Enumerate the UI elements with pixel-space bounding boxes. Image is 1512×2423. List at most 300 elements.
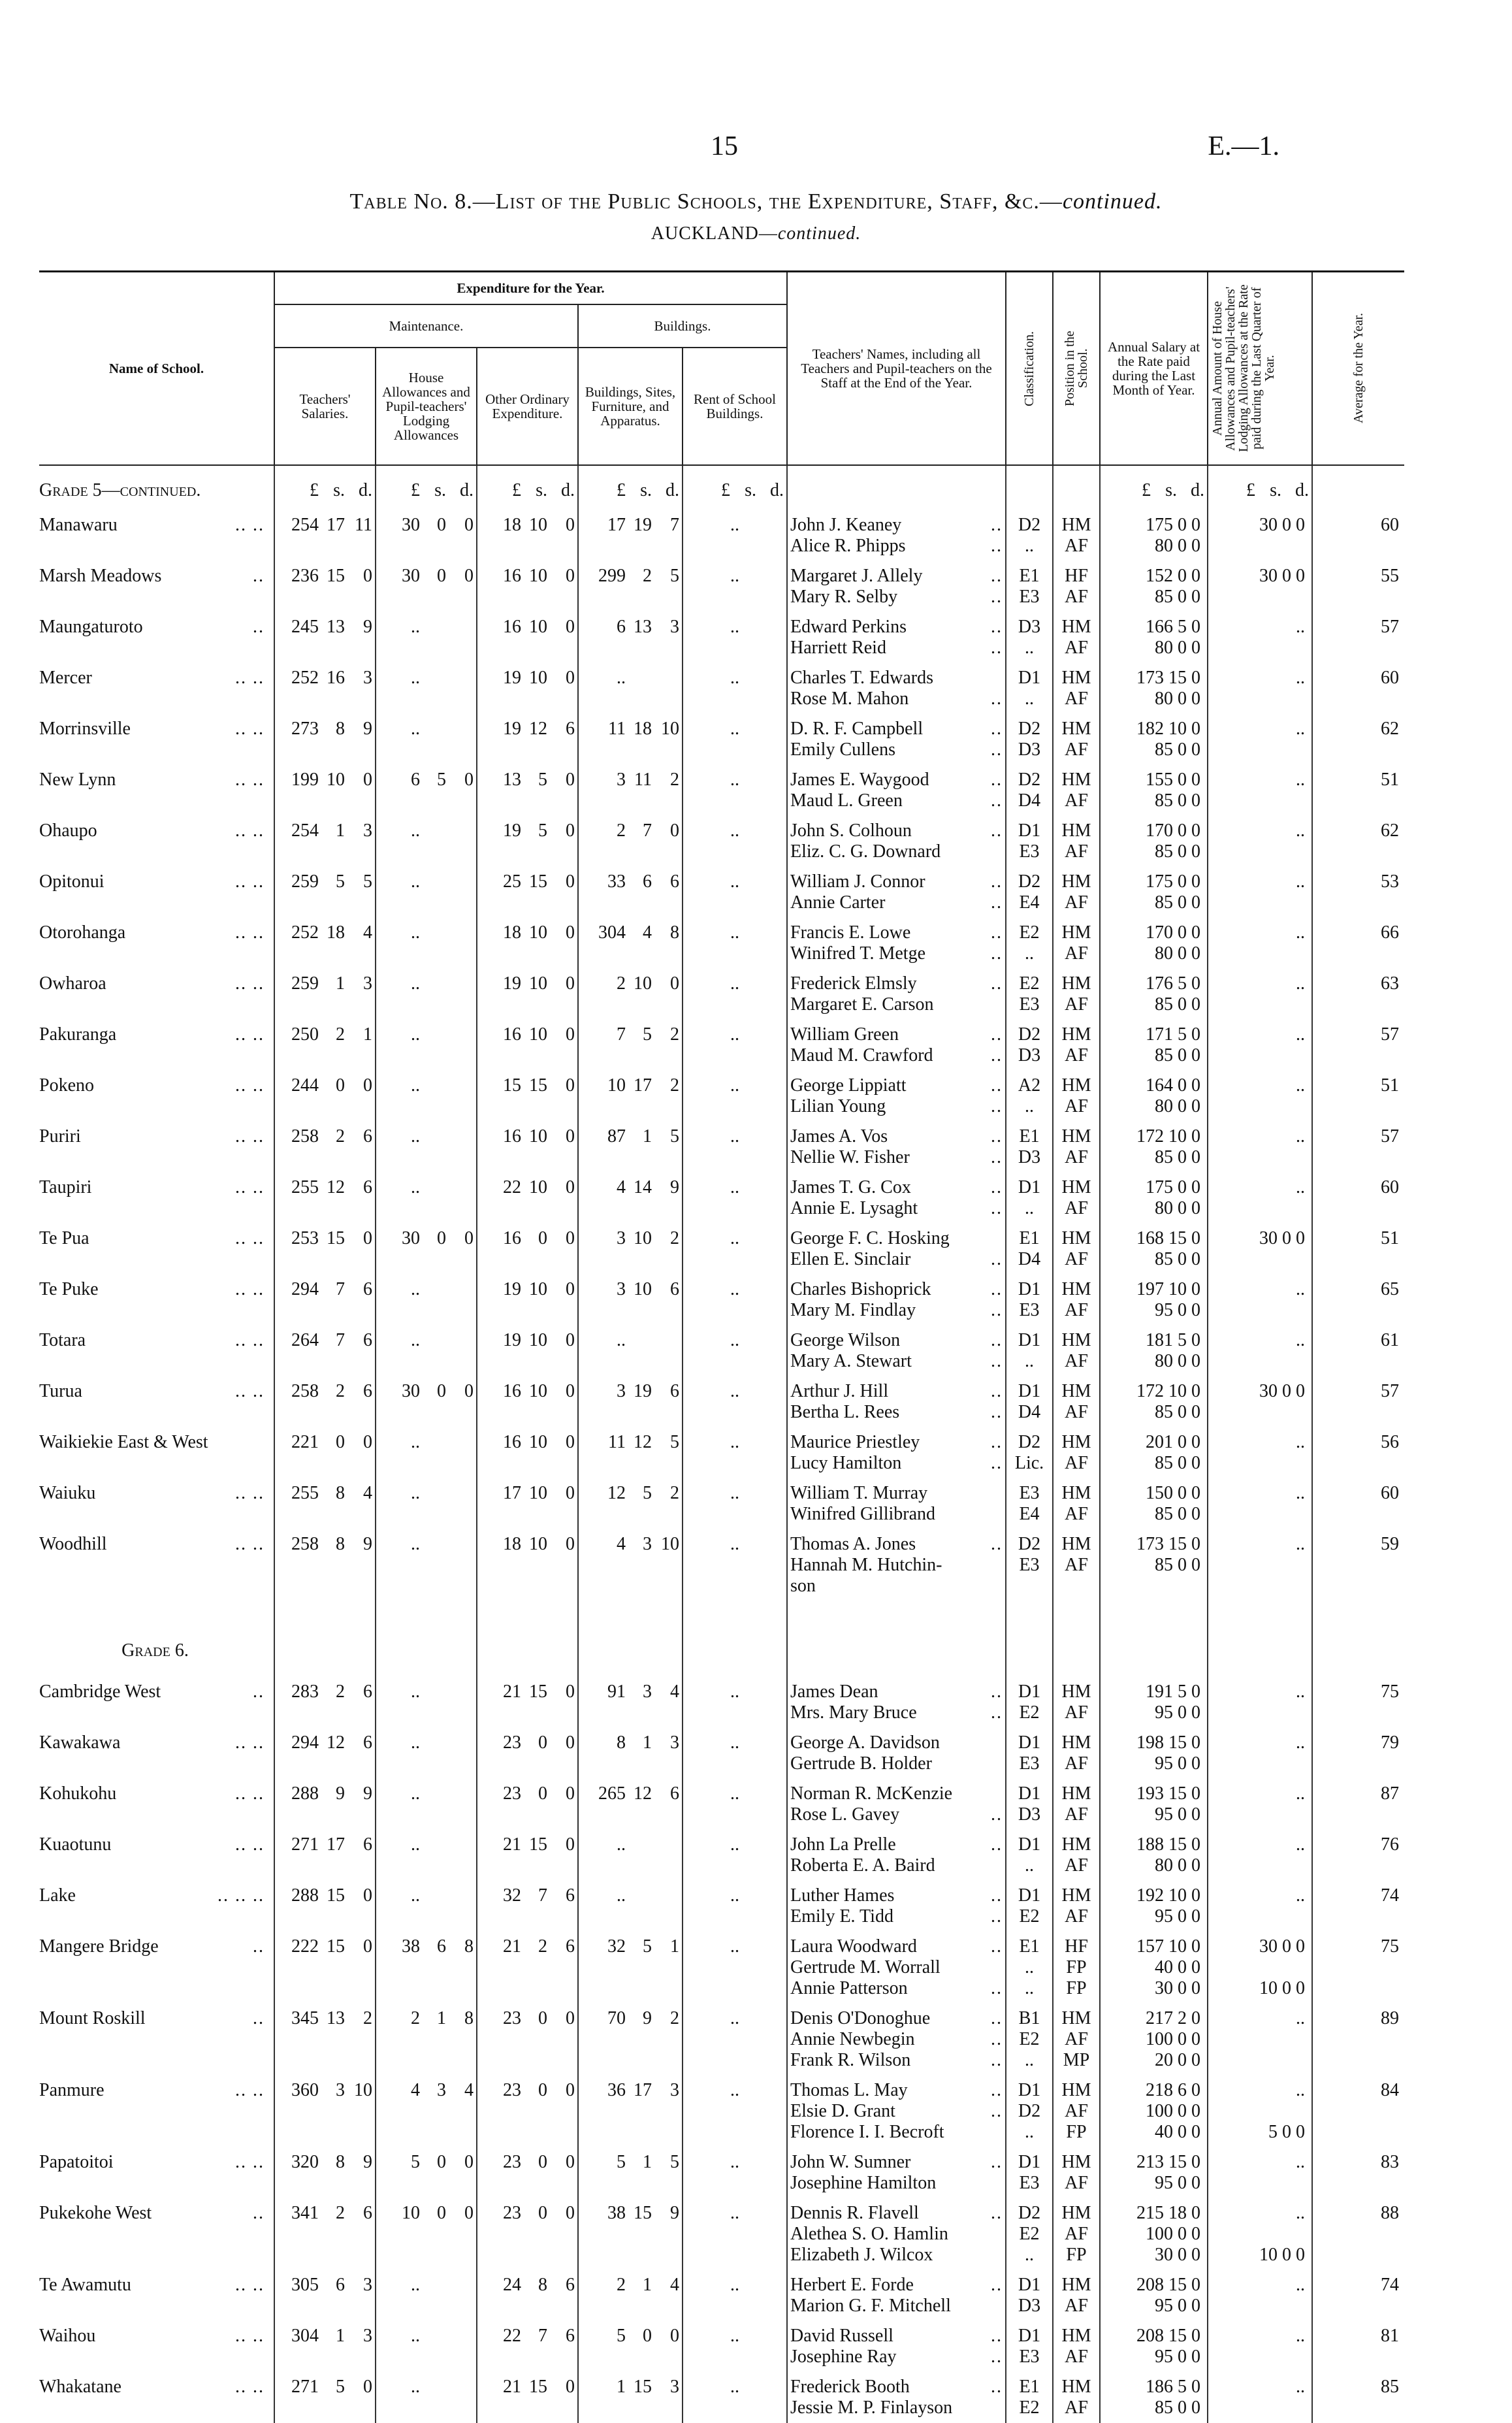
money-part: 6: [363, 1682, 372, 1702]
money-part: [446, 1330, 474, 1351]
money-part: 0: [566, 515, 575, 535]
school-name-cell: [39, 1881, 274, 1932]
position-cell: [1053, 1275, 1100, 1325]
money-part: 0: [437, 1381, 446, 1401]
school-name: Kuaotunu: [39, 1834, 112, 1855]
money-part: 258: [291, 1381, 319, 1401]
teacher-name: Roberta E. A. Baird: [790, 1855, 935, 1876]
school-row: [39, 714, 1404, 765]
money-part: 9: [336, 1783, 345, 1804]
allowance-cell: [1208, 1677, 1312, 1728]
money-cell: [477, 1122, 578, 1173]
school-name-cell: [39, 1529, 274, 1601]
teacher-position: AF: [1065, 1555, 1088, 1575]
classification-cell: [1006, 1122, 1053, 1173]
money-part: 10: [529, 1024, 547, 1045]
school-name: Kawakawa: [39, 1732, 121, 1753]
money-value: [379, 1783, 474, 1804]
average-cell: 57: [1312, 1020, 1404, 1071]
school-name-cell: [39, 1173, 274, 1224]
money-part: 0: [464, 2152, 474, 2172]
money-part: 2: [336, 2203, 345, 2223]
teacher-name-line: [790, 2224, 1003, 2245]
school-name: Mangere Bridge: [39, 1936, 159, 1957]
grade-empty: [274, 1601, 376, 1677]
money-value: [480, 821, 575, 841]
teacher-name: James E. Waygood: [790, 770, 929, 790]
classification-cell: [1006, 714, 1053, 765]
school-name-row: [39, 1936, 271, 1957]
position-cell: [1053, 1830, 1100, 1881]
average-cell: 56: [1312, 1427, 1404, 1478]
unit-cell: [578, 465, 683, 510]
allowance-value: ..: [1296, 1834, 1305, 1855]
teacher-position: AF: [1065, 1351, 1088, 1371]
money-part: 9: [363, 1534, 372, 1554]
teacher-name-line: [790, 841, 1003, 862]
allowance-value: ..: [1296, 1534, 1305, 1554]
salary-cell: [1100, 2075, 1208, 2147]
money-part: 18: [327, 922, 345, 943]
leader-dots: ..: [991, 587, 1003, 607]
teacher-salary: 181 5 0: [1146, 1330, 1200, 1350]
school-name: Marsh Meadows: [39, 566, 162, 586]
average-cell: 57: [1312, 1122, 1404, 1173]
school-name-row: [39, 1075, 271, 1096]
money-part: 18: [503, 922, 521, 943]
money-value: [581, 2326, 679, 2347]
money-part: 222: [291, 1936, 319, 1957]
money-cell: [274, 1529, 376, 1601]
unit-shilling: s.: [536, 480, 547, 500]
money-part: [420, 871, 446, 892]
money-value: [278, 1783, 372, 1804]
money-value: [480, 2080, 575, 2101]
money-value: [379, 1279, 474, 1300]
money-cell: [274, 816, 376, 867]
school-name-row: [39, 617, 271, 638]
classification-cell: [1006, 918, 1053, 969]
money-value: [278, 770, 372, 790]
money-part: [420, 617, 446, 638]
money-part: 1: [617, 2377, 626, 2397]
table-subtitle: [0, 223, 1512, 244]
teacher-name: David Russell: [790, 2326, 893, 2346]
teachers-cell: [787, 1020, 1006, 1071]
school-name: Opitonui: [39, 871, 105, 892]
teacher-salary: 172 10 0: [1136, 1381, 1200, 1401]
money-value: [581, 1885, 679, 1906]
unit-pound: £: [721, 480, 730, 500]
money-cell: [274, 2075, 376, 2147]
money-cell: [578, 1881, 683, 1932]
average-cell: 89: [1312, 2004, 1404, 2075]
money-part: 30: [402, 1228, 420, 1248]
money-part: [446, 1732, 474, 1753]
money-part: 236: [291, 566, 319, 586]
money-part: 22: [503, 1177, 521, 1197]
school-row: [39, 1427, 1404, 1478]
money-part: ..: [411, 973, 420, 994]
teacher-name-line: [790, 1279, 1003, 1300]
allowance-cell: [1208, 1881, 1312, 1932]
money-part: 0: [464, 1228, 474, 1248]
unit-cell: [274, 465, 376, 510]
teacher-name-line: [790, 617, 1003, 638]
money-part: 9: [363, 719, 372, 739]
teacher-salary: 80 0 0: [1155, 638, 1200, 658]
money-cell: [477, 2198, 578, 2270]
leader-dots: .. ..: [235, 1834, 265, 1855]
allowance-cell: [1208, 765, 1312, 816]
money-part: 17: [634, 2080, 652, 2100]
money-part: 13: [634, 617, 652, 637]
rent-cell: ..: [683, 663, 787, 714]
teacher-classification: E3: [1019, 1555, 1040, 1575]
allowance-cell: [1208, 1020, 1312, 1071]
money-value: [379, 515, 474, 536]
school-row: [39, 2198, 1404, 2270]
rent-cell: ..: [683, 1728, 787, 1779]
teachers-cell: [787, 1478, 1006, 1529]
leader-dots: .. ..: [235, 1783, 265, 1804]
unit-pence: d.: [666, 480, 679, 500]
salary-cell: [1100, 1376, 1208, 1427]
money-value: [278, 1126, 372, 1147]
money-part: 0: [566, 770, 575, 790]
school-name: Maungaturoto: [39, 617, 143, 637]
school-name-cell: [39, 867, 274, 918]
leader-dots: ..: [991, 1177, 1003, 1197]
money-part: 5: [670, 1432, 679, 1452]
money-cell: [578, 1020, 683, 1071]
money-part: 0: [464, 770, 474, 790]
unit-value: [1211, 480, 1309, 501]
school-name-row: [39, 2203, 271, 2224]
money-value: [379, 1885, 474, 1906]
school-name: Cambridge West: [39, 1682, 161, 1702]
money-part: 5: [617, 2326, 626, 2346]
money-part: 288: [291, 1783, 319, 1804]
money-part: 2: [617, 821, 626, 841]
rent-cell: ..: [683, 510, 787, 561]
teacher-name: Frank R. Wilson: [790, 2050, 911, 2070]
money-part: 30: [402, 515, 420, 535]
money-part: [420, 1024, 446, 1045]
school-name-row: [39, 1432, 271, 1453]
school-name-row: [39, 1279, 271, 1300]
money-part: [446, 1783, 474, 1804]
money-part: 0: [566, 922, 575, 943]
allowance-value: ..: [1296, 1279, 1305, 1299]
money-part: 341: [291, 2203, 319, 2223]
money-part: [652, 668, 679, 689]
leader-dots: ..: [991, 1906, 1003, 1927]
money-part: 0: [437, 2203, 446, 2223]
teacher-classification: D1: [1018, 1732, 1041, 1753]
school-name-row: [39, 2008, 271, 2029]
school-row: [39, 561, 1404, 612]
grade-empty: [376, 1601, 477, 1677]
leader-dots: .. ..: [235, 1024, 265, 1045]
money-part: 7: [670, 515, 679, 535]
teacher-name: William Green: [790, 1024, 899, 1045]
teacher-name-line: [790, 1936, 1003, 1957]
school-name-cell: [39, 2372, 274, 2423]
money-part: 16: [327, 668, 345, 688]
teacher-classification: D1: [1018, 2275, 1041, 2295]
money-part: 320: [291, 2152, 319, 2172]
teacher-salary: 173 15 0: [1136, 1534, 1200, 1554]
money-part: 258: [291, 1534, 319, 1554]
teacher-name: Arthur J. Hill: [790, 1381, 889, 1401]
money-part: 21: [503, 1682, 521, 1702]
money-value: [480, 1834, 575, 1855]
money-part: 2: [670, 2008, 679, 2028]
money-cell: [274, 1881, 376, 1932]
money-part: ..: [411, 719, 420, 739]
money-value: [278, 515, 372, 536]
money-part: 253: [291, 1228, 319, 1248]
teacher-name-line: [790, 1885, 1003, 1906]
money-value: [278, 2008, 372, 2029]
school-name-cell: [39, 1932, 274, 2004]
money-value: [480, 617, 575, 638]
allowance-cell: [1208, 2372, 1312, 2423]
header-expenditure: Expenditure for the Year.: [274, 272, 787, 305]
money-part: 9: [363, 2152, 372, 2172]
money-part: 3: [643, 1534, 652, 1554]
money-part: 15: [529, 2377, 547, 2397]
school-name: Te Awamutu: [39, 2275, 131, 2295]
money-value: [480, 1432, 575, 1453]
money-part: 12: [327, 1732, 345, 1753]
position-cell: [1053, 867, 1100, 918]
allowance-value: ..: [1296, 1885, 1305, 1906]
money-part: [420, 2377, 446, 2398]
money-part: [420, 1834, 446, 1855]
leader-dots: ..: [991, 515, 1003, 535]
header-house-allowances: House Allowances and Pupil-teachers' Lodging Allowances: [376, 348, 477, 465]
money-cell: [578, 1325, 683, 1376]
money-part: 21: [503, 1936, 521, 1957]
school-name: Taupiri: [39, 1177, 92, 1197]
teacher-salary: 85 0 0: [1155, 1147, 1200, 1167]
money-part: 3: [617, 1279, 626, 1299]
teacher-name-line: [790, 638, 1003, 659]
money-part: ..: [411, 1177, 420, 1197]
money-part: 10: [529, 1177, 547, 1197]
money-value: [581, 1682, 679, 1702]
school-name-cell: [39, 1224, 274, 1275]
teacher-classification: D2: [1018, 770, 1041, 790]
unit-value: [379, 480, 474, 501]
money-cell: [477, 1376, 578, 1427]
money-value: [581, 1834, 679, 1855]
teacher-position: AF: [1065, 2398, 1088, 2418]
teacher-classification: E3: [1019, 587, 1040, 607]
teacher-name-line: [790, 719, 1003, 740]
allowance-cell: [1208, 867, 1312, 918]
classification-cell: [1006, 2198, 1053, 2270]
allowance-value: 30 0 0: [1259, 1228, 1305, 1248]
school-row: [39, 1677, 1404, 1728]
money-value: [379, 2080, 474, 2101]
teacher-salary: 175 0 0: [1146, 871, 1200, 892]
school-row: [39, 2321, 1404, 2372]
money-part: 10: [529, 1279, 547, 1299]
leader-dots: ..: [991, 1279, 1003, 1299]
leader-dots: ..: [991, 790, 1003, 811]
money-cell: [477, 1779, 578, 1830]
grade-empty: [1100, 1601, 1208, 1677]
rent-cell: ..: [683, 2372, 787, 2423]
school-name-cell: [39, 1728, 274, 1779]
money-part: 5: [670, 1126, 679, 1146]
leader-dots: .. ..: [235, 515, 265, 535]
money-part: 87: [607, 1126, 626, 1146]
leader-dots: ..: [991, 922, 1003, 943]
money-value: [581, 2152, 679, 2173]
average-cell: 61: [1312, 1325, 1404, 1376]
classification-cell: [1006, 1325, 1053, 1376]
average-cell: 76: [1312, 1830, 1404, 1881]
position-cell: [1053, 1677, 1100, 1728]
teacher-name-line: [790, 1534, 1003, 1555]
money-part: 0: [566, 2008, 575, 2028]
money-cell: [376, 2321, 477, 2372]
money-part: 15: [634, 2203, 652, 2223]
money-value: [278, 1534, 372, 1555]
teacher-name: John W. Sumner: [790, 2152, 911, 2172]
money-part: 0: [363, 1432, 372, 1452]
teacher-classification: D1: [1018, 1330, 1041, 1350]
money-part: 17: [607, 515, 626, 535]
teacher-classification: E2: [1019, 2398, 1040, 2418]
money-part: 0: [437, 566, 446, 586]
teacher-name-line: [790, 1330, 1003, 1351]
money-part: 12: [634, 1783, 652, 1804]
teacher-position: HM: [1061, 2203, 1091, 2223]
teacher-classification: D3: [1018, 740, 1041, 760]
money-cell: [578, 1529, 683, 1601]
title-suffix: continued.: [1062, 189, 1163, 214]
money-value: [480, 1075, 575, 1096]
teacher-position: AF: [1065, 2347, 1088, 2367]
teacher-name-line: [790, 1855, 1003, 1876]
allowance-value: ..: [1296, 973, 1305, 994]
money-part: 10: [529, 973, 547, 994]
leader-dots: ..: [991, 740, 1003, 760]
teacher-position: AF: [1065, 1045, 1088, 1065]
teacher-salary: 182 10 0: [1136, 719, 1200, 739]
money-part: 23: [503, 2203, 521, 2223]
allowance-value: 30 0 0: [1259, 1381, 1305, 1401]
salary-cell: [1100, 2270, 1208, 2321]
teacher-name: Annie Carter: [790, 892, 886, 913]
money-cell: [376, 663, 477, 714]
money-cell: [477, 2004, 578, 2075]
teacher-classification: E3: [1019, 841, 1040, 862]
money-part: 7: [617, 1024, 626, 1045]
average-cell: 83: [1312, 2147, 1404, 2198]
money-value: [278, 2080, 372, 2101]
money-part: 0: [566, 1330, 575, 1350]
position-cell: [1053, 816, 1100, 867]
rent-cell: ..: [683, 1529, 787, 1601]
money-value: [480, 1682, 575, 1702]
teacher-name-line: [790, 1957, 1003, 1978]
money-cell: [274, 969, 376, 1020]
teacher-position: AF: [1065, 1402, 1088, 1422]
classification-cell: [1006, 1779, 1053, 1830]
unit-shilling: s.: [1165, 480, 1177, 500]
school-row: [39, 1932, 1404, 2004]
money-part: 6: [363, 1126, 372, 1146]
teacher-classification: D2: [1018, 515, 1041, 535]
teacher-salary: 208 15 0: [1136, 2275, 1200, 2295]
schools-body: [39, 465, 1404, 2423]
teachers-cell: [787, 867, 1006, 918]
school-name-cell: [39, 969, 274, 1020]
teacher-name: Margaret J. Allely: [790, 566, 923, 586]
teacher-position: HM: [1061, 1682, 1091, 1702]
school-name: Woodhill: [39, 1534, 107, 1554]
money-part: 5: [336, 871, 345, 892]
leader-dots: .. ..: [235, 2377, 265, 2397]
teacher-position: AF: [1065, 841, 1088, 862]
unit-empty: [1006, 465, 1053, 510]
money-part: ..: [411, 1783, 420, 1804]
money-value: [581, 1432, 679, 1453]
money-part: 13: [503, 770, 521, 790]
teacher-position: AF: [1065, 1198, 1088, 1218]
teacher-name: Charles T. Edwards: [790, 668, 934, 688]
grade-empty: [683, 1601, 787, 1677]
money-part: [446, 2326, 474, 2347]
money-part: 6: [566, 719, 575, 739]
average-cell: 81: [1312, 2321, 1404, 2372]
teacher-salary: 85 0 0: [1155, 587, 1200, 607]
money-part: ..: [617, 668, 626, 688]
leader-dots: ..: [991, 1432, 1003, 1452]
money-cell: [578, 714, 683, 765]
money-part: 21: [503, 1834, 521, 1855]
money-part: ..: [617, 1330, 626, 1350]
rent-cell: ..: [683, 1020, 787, 1071]
money-part: ..: [411, 2326, 420, 2346]
money-value: [278, 1432, 372, 1453]
rent-cell: ..: [683, 1071, 787, 1122]
teacher-position: HM: [1061, 2008, 1091, 2028]
money-value: [379, 1075, 474, 1096]
money-part: 10: [529, 617, 547, 637]
money-part: [420, 1483, 446, 1504]
unit-cell: [376, 465, 477, 510]
school-name-cell: [39, 2075, 274, 2147]
teacher-salary: 95 0 0: [1155, 1906, 1200, 1927]
money-part: [446, 1483, 474, 1504]
teacher-position: FP: [1066, 2122, 1087, 2142]
teacher-name: Emily Cullens: [790, 740, 895, 760]
allowance-cell: [1208, 1932, 1312, 2004]
money-value: [278, 1330, 372, 1351]
allowance-value: ..: [1296, 770, 1305, 790]
teacher-name-line: [790, 1453, 1003, 1474]
teacher-name: Annie Patterson: [790, 1978, 908, 1998]
leader-dots: ..: [991, 2377, 1003, 2397]
money-value: [581, 2080, 679, 2101]
